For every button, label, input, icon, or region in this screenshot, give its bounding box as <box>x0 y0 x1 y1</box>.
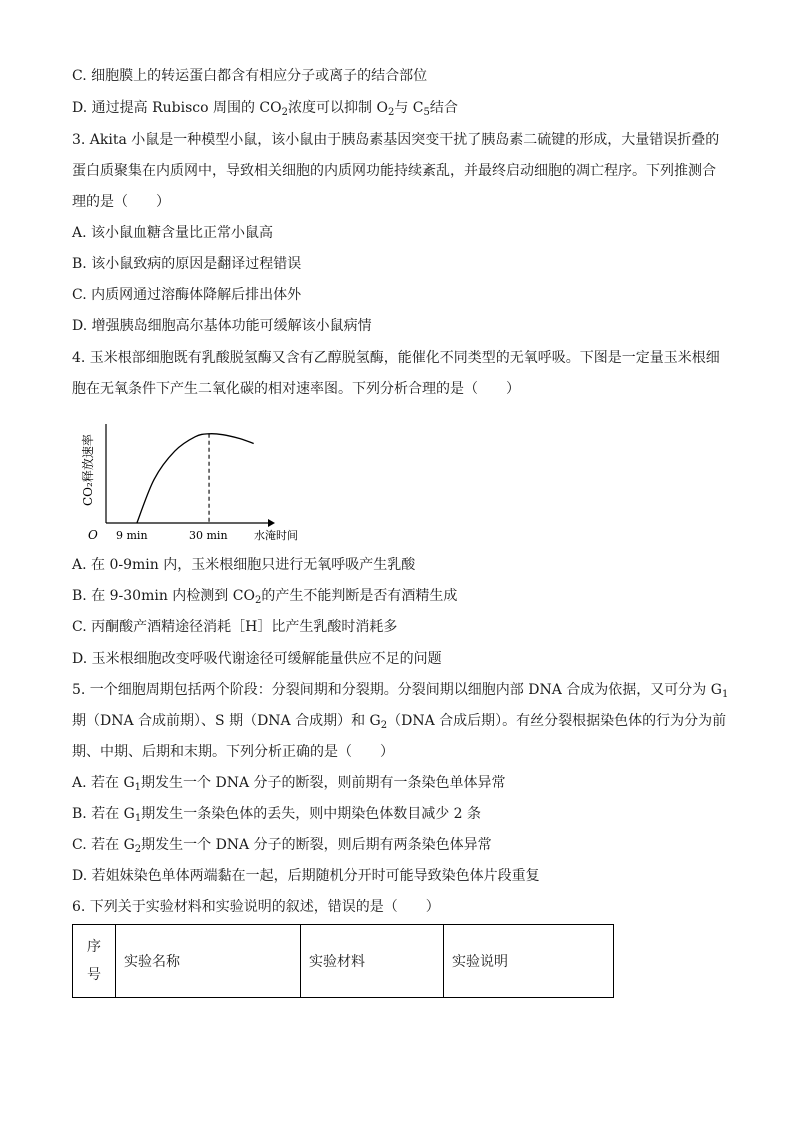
header-cell-experiment-material: 实验材料 <box>301 925 444 998</box>
q3-option-a: A. 该小鼠血糖含量比正常小鼠高 <box>72 225 274 241</box>
q3-stem-line-1: 3. Akita 小鼠是一种模型小鼠，该小鼠由于胰岛素基因突变干扰了胰岛素二硫键的形成，大量错误折叠的 <box>72 132 720 148</box>
q3-option-c: C. 内质网通过溶酶体降解后排出体外 <box>72 287 302 303</box>
tick-label-9min: 9 min <box>116 529 148 542</box>
x-axis-label: 水淹时间 <box>254 529 298 542</box>
y-axis-label: CO₂释放速率 <box>81 434 95 506</box>
q4-stem-line-2: 胞在无氧条件下产生二氧化碳的相对速率图。下列分析合理的是（ ） <box>72 381 520 397</box>
q5-stem-line-2: 期（DNA 合成前期）、S 期（DNA 合成期）和 $G_2(DNA$ 合成后期）。有丝分裂根据染色体的行为分为前 <box>72 713 727 731</box>
q5-option-d: D. 若姐妹染色单体两端黏在一起，后期随机分开时可能导致染色体片段重复 <box>72 868 540 884</box>
q4-stem-line-1: 4. 玉米根部细胞既有乳酸脱氢酶又含有乙醇脱氢酶，能催化不同类型的无氧呼吸。下图是一定量玉米根细 <box>72 350 720 366</box>
x-axis-arrow <box>268 519 275 527</box>
q5-option-a: A. 若在 $G_1$期发生一个 DNA 分子的断裂，则前期有一条染色单体异常 <box>72 775 506 793</box>
q5-option-b: B. 若在 $G_1$期发生一条染色体的丢失，则中期染色体数目减少 2 条 <box>72 806 482 824</box>
header-cell-index: 序 号 <box>73 925 116 998</box>
q4-option-a: A. 在 0-9min 内，玉米根细胞只进行无氧呼吸产生乳酸 <box>72 557 416 573</box>
experiment-table <box>72 924 614 998</box>
q4-option-d: D. 玉米根细胞改变呼吸代谢途径可缓解能量供应不足的问题 <box>72 651 442 667</box>
q3-option-d: D. 增强胰岛细胞高尔基体功能可缓解该小鼠病情 <box>72 318 372 334</box>
co2-release-rate-chart <box>68 420 308 545</box>
q2-option-c: C. 细胞膜上的转运蛋白都含有相应分子或离子的结合部位 <box>72 68 428 84</box>
table-header-row <box>73 925 614 998</box>
q6-stem: 6. 下列关于实验材料和实验说明的叙述，错误的是（ ） <box>72 899 440 915</box>
q5-stem-line-1: 5. 一个细胞周期包括两个阶段：分裂间期和分裂期。分裂间期以细胞内部 DNA 合成为依据，又可分为 $G_1$ <box>72 682 729 700</box>
q2-option-d: D. 通过提高 Rubisco 周围的 $CO_2$浓度可以抑制 $O_2$与 $C_5$结合 <box>72 100 458 118</box>
q3-stem-line-2: 蛋白质聚集在内质网中，导致相关细胞的内质网功能持续紊乱，并最终启动细胞的凋亡程序。下列推测合 <box>72 163 716 179</box>
header-cell-experiment-name: 实验名称 <box>116 925 301 998</box>
header-cell-experiment-notes: 实验说明 <box>444 925 614 998</box>
q4-option-b: B. 在 9-30min 内检测到 $CO_2$的产生不能判断是否有酒精生成 <box>72 588 458 606</box>
co2-rate-curve <box>137 434 254 523</box>
q5-option-c: C. 若在 $G_2$期发生一个 DNA 分子的断裂，则后期有两条染色体异常 <box>72 837 492 855</box>
q4-option-c: C. 丙酮酸产酒精途径消耗［H］比产生乳酸时消耗多 <box>72 619 398 635</box>
tick-label-30min: 30 min <box>189 529 228 542</box>
q3-option-b: B. 该小鼠致病的原因是翻译过程错误 <box>72 256 302 272</box>
q5-stem-line-3: 期、中期、后期和末期。下列分析正确的是（ ） <box>72 744 394 760</box>
q3-stem-line-3: 理的是（ ） <box>72 194 170 210</box>
origin-label: O <box>88 528 98 542</box>
